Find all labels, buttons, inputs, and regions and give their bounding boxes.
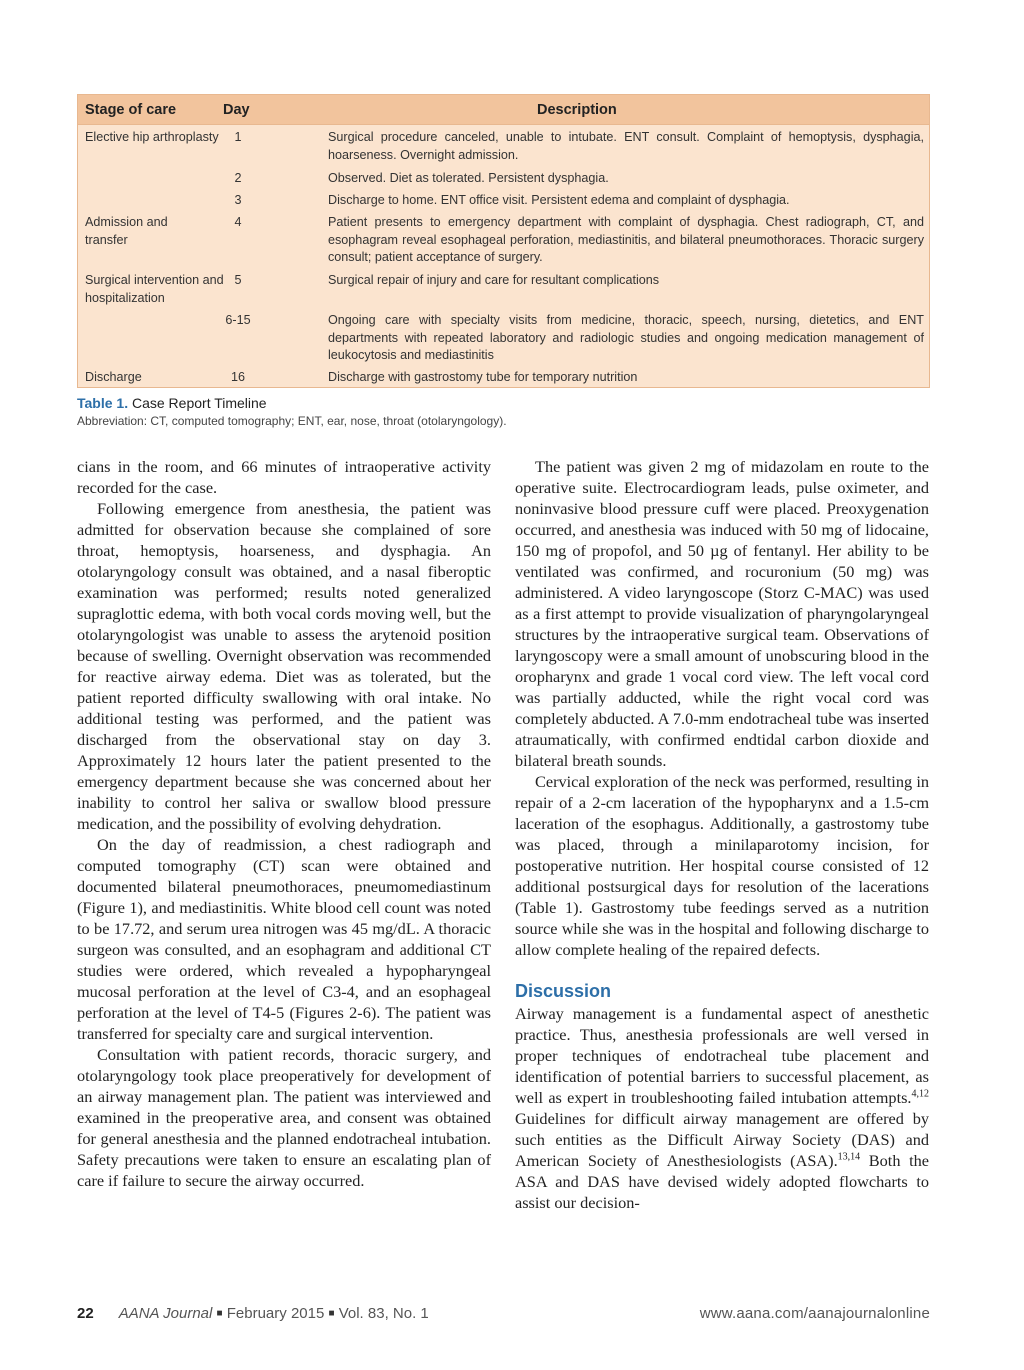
cell-description: Ongoing care with specialty visits from medicine, thoracic, speech, nursing, dietetics, and ENT departments with repeated laboratory and radiologic studies and ongoing medication management of leukocytosis and mediastinitis bbox=[328, 313, 924, 362]
discussion-paragraph bbox=[515, 1003, 929, 1213]
cell-description: Surgical repair of injury and care for resultant complications bbox=[328, 273, 660, 287]
caption-abbreviation: Abbreviation: CT, computed tomography; ENT, ear, nose, throat (otolaryngology). bbox=[77, 414, 507, 428]
timeline-table bbox=[77, 94, 930, 388]
cell-description: Discharge with gastrostomy tube for temporary nutrition bbox=[328, 370, 638, 384]
journal-url: www.aana.com/aanajournalonline bbox=[699, 1305, 930, 1322]
journal-name: AANA Journal bbox=[118, 1305, 213, 1322]
header-stage: Stage of care bbox=[85, 102, 177, 118]
discussion-text: Airway management is a fundamental aspect of anesthetic practice. Thus, anesthesia professionals are well versed in proper techniques of endotracheal tube placement and identification of potential barriers to successful placement, as well as expert in troubleshooting failed intubation attempts. bbox=[515, 1004, 929, 1107]
reference-superscript: 13,14 bbox=[837, 1151, 861, 1163]
paragraph: cians in the room, and 66 minutes of intraoperative activity recorded for the case. bbox=[77, 457, 491, 497]
cell-stage: Elective hip arthroplasty bbox=[85, 130, 219, 144]
paragraph: On the day of readmission, a chest radiograph and computed tomography (CT) scan were obtained and documented bilateral pneumothoraces, pneumomediastinum (Figure 1), and mediastinitis. White blood cell count was noted to be 17.72, and serum urea nitrogen was 45 mg/dL. A thoracic surgeon was consulted, and an esophagram and additional CT studies were ordered, which revealed a hypopharyngeal mucosal perforation at the level of C3-4, and an esophageal perforation at the level of T4-5 (Figures 2-6). The patient was transferred for specialty care and surgical intervention. bbox=[77, 835, 491, 1043]
separator-square-icon: ■ bbox=[216, 1308, 223, 1319]
header-day: Day bbox=[223, 102, 250, 118]
volume: Vol. 83, No. 1 bbox=[338, 1305, 429, 1322]
cell-day: 5 bbox=[234, 273, 242, 287]
reference-superscript: 4,12 bbox=[911, 1088, 929, 1100]
table-caption bbox=[77, 395, 937, 429]
cell-day: 16 bbox=[230, 370, 245, 384]
left-column bbox=[77, 456, 491, 1191]
cell-stage: Surgical intervention and hospitalization bbox=[85, 273, 224, 305]
issue-date: February 2015 bbox=[226, 1305, 325, 1322]
cell-day: 3 bbox=[234, 193, 242, 207]
cell-description: Patient presents to emergency department with complaint of dysphagia. Chest radiograph, CT, and esophagram reveal esophageal perforation, mediastinitis, and bilateral pneumothoraces. Thoracic surgery consult; patient acceptance of surgery. bbox=[328, 215, 924, 264]
table-header-row bbox=[78, 95, 929, 125]
paragraph: The patient was given 2 mg of midazolam en route to the operative suite. Electrocardiogram leads, pulse oximeter, and noninvasive blood pressure cuff were placed. Preoxygenation occurred, and anesthesia was induced with 50 mg of lidocaine, 150 mg of propofol, and 50 µg of fentanyl. Her ability to be ventilated was confirmed, and rocuronium (50 mg) was administered. A video laryngoscope (Storz C-MAC) was used as a first attempt to provide visualization of pharyngolaryngeal structures by the intraoperative surgical team. Observations of laryngoscopy were a small amount of unobscuring blood in the oropharynx and grade 1 vocal cord view. The left vocal cord was partially adducted, while the right vocal cord was completely abducted. A 7.0-mm endotracheal tube was inserted atraumatically, with confirmed endtidal carbon dioxide and bilateral breath sounds. bbox=[515, 457, 929, 770]
page-footer bbox=[77, 1305, 930, 1325]
cell-description: Surgical procedure canceled, unable to intubate. ENT consult. Complaint of hemoptysis, dysphagia, hoarseness. Overnight admission. bbox=[328, 130, 924, 162]
caption-title: Case Report Timeline bbox=[131, 395, 267, 411]
page-number: 22 bbox=[77, 1305, 94, 1322]
cell-day: 1 bbox=[234, 130, 242, 144]
separator-square-icon: ■ bbox=[328, 1308, 335, 1319]
cell-day: 2 bbox=[234, 171, 242, 185]
discussion-heading: Discussion bbox=[515, 981, 612, 1001]
caption-label: Table 1. bbox=[77, 395, 129, 411]
cell-description: Discharge to home. ENT office visit. Persistent edema and complaint of dysphagia. bbox=[328, 193, 790, 207]
paragraph: Following emergence from anesthesia, the patient was admitted for observation because she complained of sore throat, hemoptysis, hoarseness, and dysphagia. An otolaryngology consult was obtained, and a nasal fiberoptic examination was performed; results noted generalized supraglottic edema, with both vocal cords moving well, but the otolaryngologist was unable to assess the arytenoid position because of swelling. Overnight observation was recommended for reactive airway edema. Diet was as tolerated, but the patient reported difficulty swallowing with oral intake. No additional testing was performed, and the patient was discharged from the observational stay on day 3. Approximately 12 hours later the patient presented to the emergency department because she was concerned about her inability to control her saliva or swallow blood pressure medication, and the possibility of evolving dehydration. bbox=[77, 499, 491, 833]
discussion-text: Guidelines for difficult airway management are offered by such entities as the Difficult Airway Society (DAS) and American Society of Anesthesiologists (ASA). bbox=[515, 1109, 929, 1170]
right-column bbox=[515, 456, 929, 1213]
cell-stage: Discharge bbox=[85, 370, 142, 384]
paragraph: Consultation with patient records, thoracic surgery, and otolaryngology took place preoperatively for development of an airway management plan. The patient was interviewed and examined in the preoperative area, and consent was obtained for general anesthesia and the planned endotracheal intubation. Safety precautions were taken to ensure an escalating plan of care if failure to secure the airway occurred. bbox=[77, 1045, 491, 1190]
cell-day: 6-15 bbox=[225, 313, 251, 327]
cell-day: 4 bbox=[234, 215, 242, 229]
discussion-text: Both the ASA and DAS have devised widely adopted flowcharts to assist our decision- bbox=[515, 1151, 929, 1212]
cell-description: Observed. Diet as tolerated. Persistent dysphagia. bbox=[328, 171, 609, 185]
cell-stage: Admission and transfer bbox=[85, 215, 168, 247]
header-description: Description bbox=[537, 102, 617, 118]
paragraph: Cervical exploration of the neck was performed, resulting in repair of a 2-cm laceration of the hypopharynx and a 1.5-cm laceration of the esophagus. Additionally, a gastrostomy tube was placed, through a minilaparotomy incision, for postoperative nutrition. Her hospital course consisted of 12 additional postsurgical days for resolution of the lacerations (Table 1). Gastrostomy tube feedings served as a nutrition source while she was in the hospital and following discharge to allow complete healing of the repaired defects. bbox=[515, 772, 929, 959]
